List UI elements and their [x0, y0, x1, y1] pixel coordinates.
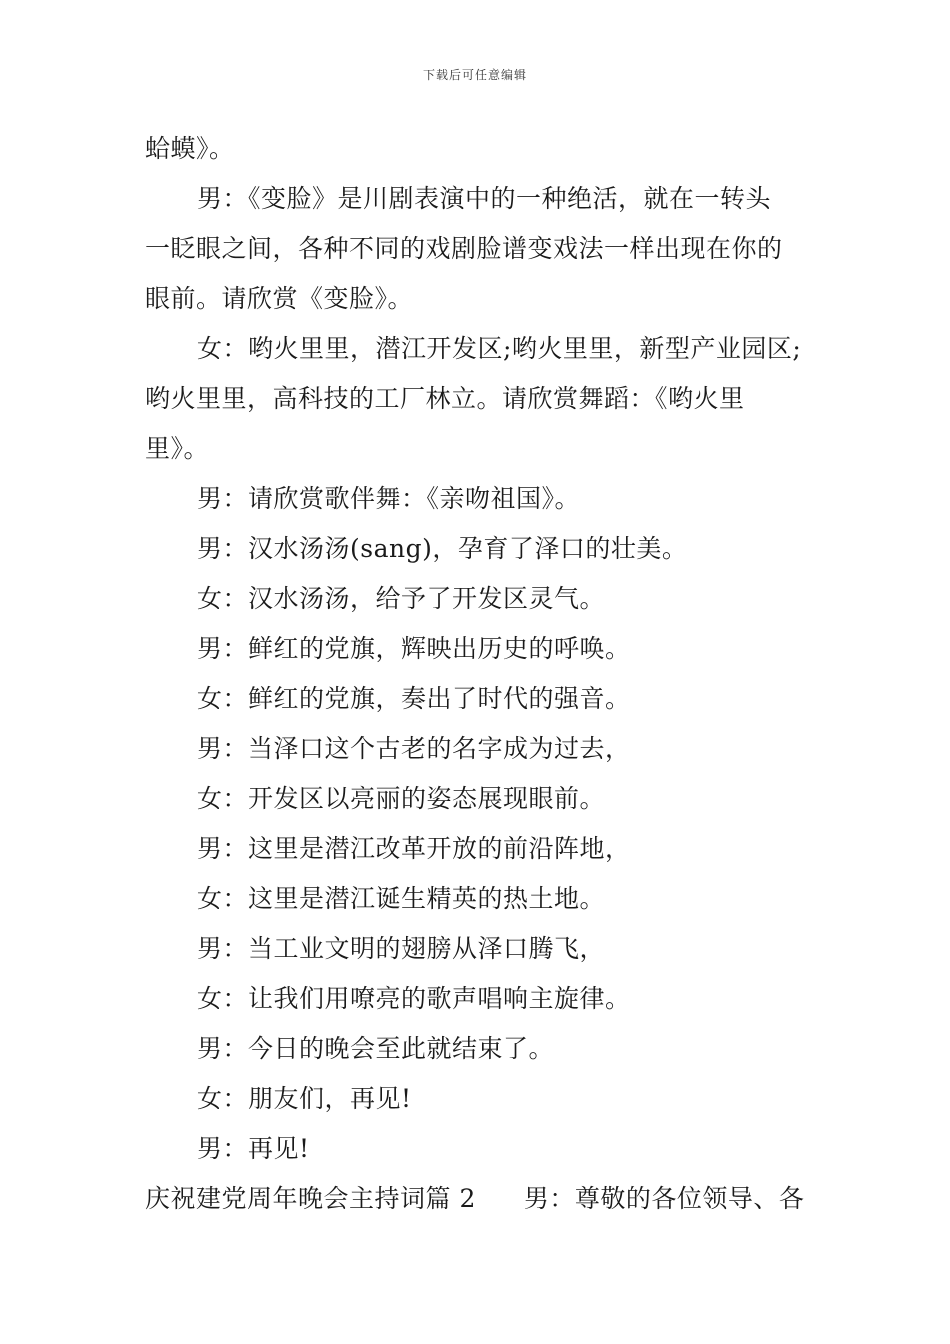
- text-line: 男：再见!: [197, 1134, 310, 1163]
- section-opening-text: 男：尊敬的各位领导、各: [523, 1184, 805, 1213]
- text-line: 女：让我们用嘹亮的歌声唱响主旋律。: [197, 984, 631, 1013]
- text-line: 男：今日的晚会至此就结束了。: [197, 1034, 555, 1063]
- text-line: 蛤蟆》。: [145, 134, 235, 163]
- text-line: 男：当工业文明的翅膀从泽口腾飞，: [197, 934, 606, 963]
- text-line: 哟火里里，高科技的工厂林立。请欣赏舞蹈：《哟火里: [145, 384, 745, 413]
- text-line: 男：《变脸》是川剧表演中的一种绝活，就在一转头: [197, 184, 772, 213]
- text-line: 一眨眼之间，各种不同的戏剧脸谱变戏法一样出现在你的: [145, 234, 783, 263]
- text-line: 女：哟火里里，潜江开发区;哟火里里，新型产业园区;: [197, 334, 802, 363]
- text-line: 里》。: [145, 434, 210, 463]
- header-note: 下载后可任意编辑: [422, 68, 527, 82]
- text-line: 女：鲜红的党旗，奏出了时代的强音。: [197, 684, 631, 713]
- text-line: 男：汉水汤汤(sang)，孕育了泽口的壮美。: [197, 534, 688, 563]
- body-text: [145, 124, 825, 1224]
- text-line: 男：当泽口这个古老的名字成为过去，: [197, 734, 631, 763]
- text-line: 女：汉水汤汤，给予了开发区灵气。: [197, 584, 606, 613]
- text-line: 男：鲜红的党旗，辉映出历史的呼唤。: [197, 634, 631, 663]
- text-line: 眼前。请欣赏《变脸》。: [145, 284, 414, 313]
- section-title: 庆祝建党周年晚会主持词篇 2: [145, 1184, 476, 1213]
- text-lines: [145, 124, 825, 1174]
- text-line: 男：这里是潜江改革开放的前沿阵地，: [197, 834, 631, 863]
- text-line: 男：请欣赏歌伴舞：《亲吻祖国》。: [197, 484, 581, 513]
- text-line: 女：这里是潜江诞生精英的热土地。: [197, 884, 606, 913]
- text-line: 女：开发区以亮丽的姿态展现眼前。: [197, 784, 606, 813]
- section-heading-line: [145, 1174, 825, 1224]
- text-line: 女：朋友们，再见!: [197, 1084, 412, 1113]
